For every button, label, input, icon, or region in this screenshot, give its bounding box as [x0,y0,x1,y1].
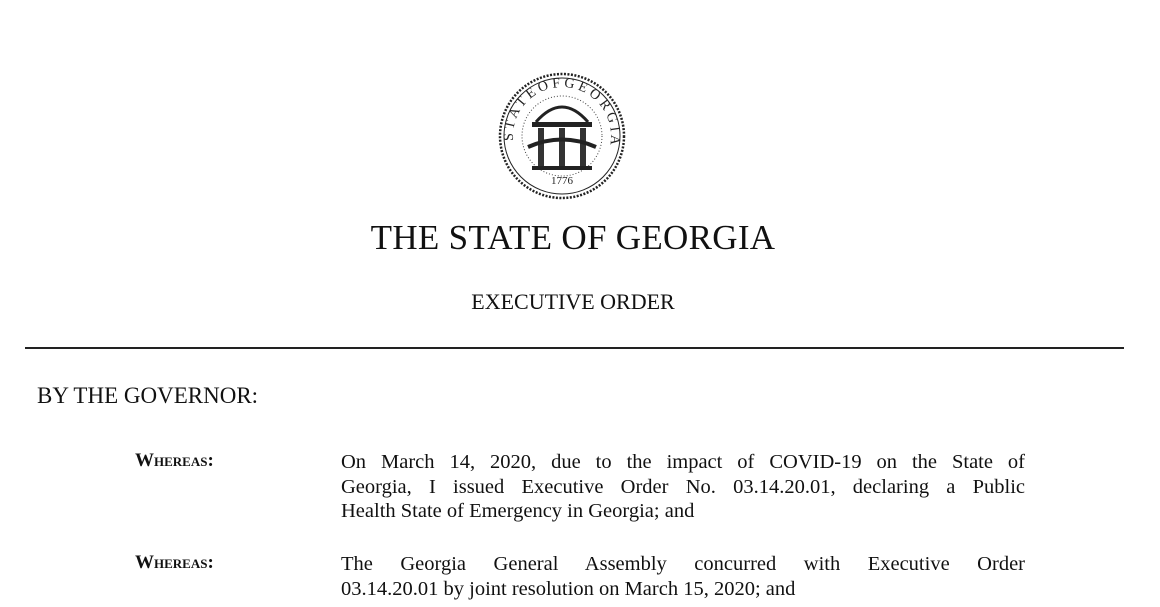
paragraph-line: 03.14.20.01 by joint resolution on March 15, 2020; and [341,577,796,600]
paragraph-line: Health State of Emergency in Georgia; and [341,500,695,522]
whereas-paragraph [341,552,1025,601]
by-the-governor: BY THE GOVERNOR: [37,383,259,408]
paragraph-line: The Georgia General Assembly concurred with Executive Order [341,553,1025,575]
state-seal-logo [496,72,628,200]
whereas-label: Whereas: [135,552,214,573]
paragraph-line: On March 14, 2020, due to the impact of COVID-19 on the State of [341,451,1025,473]
header-divider [25,347,1124,349]
document-type: EXECUTIVE ORDER [471,289,675,314]
page-title: THE STATE OF GEORGIA [370,218,776,257]
whereas-paragraph [341,450,1025,524]
paragraph-line: Georgia, I issued Executive Order No. 03.14.20.01, declaring a Public [341,475,1025,498]
svg-text:S T A T E O F G E O R G I A: S T A T E O F G E O R G I A [501,76,623,146]
whereas-label: Whereas: [135,450,214,471]
svg-text:1776: 1776 [551,175,573,187]
